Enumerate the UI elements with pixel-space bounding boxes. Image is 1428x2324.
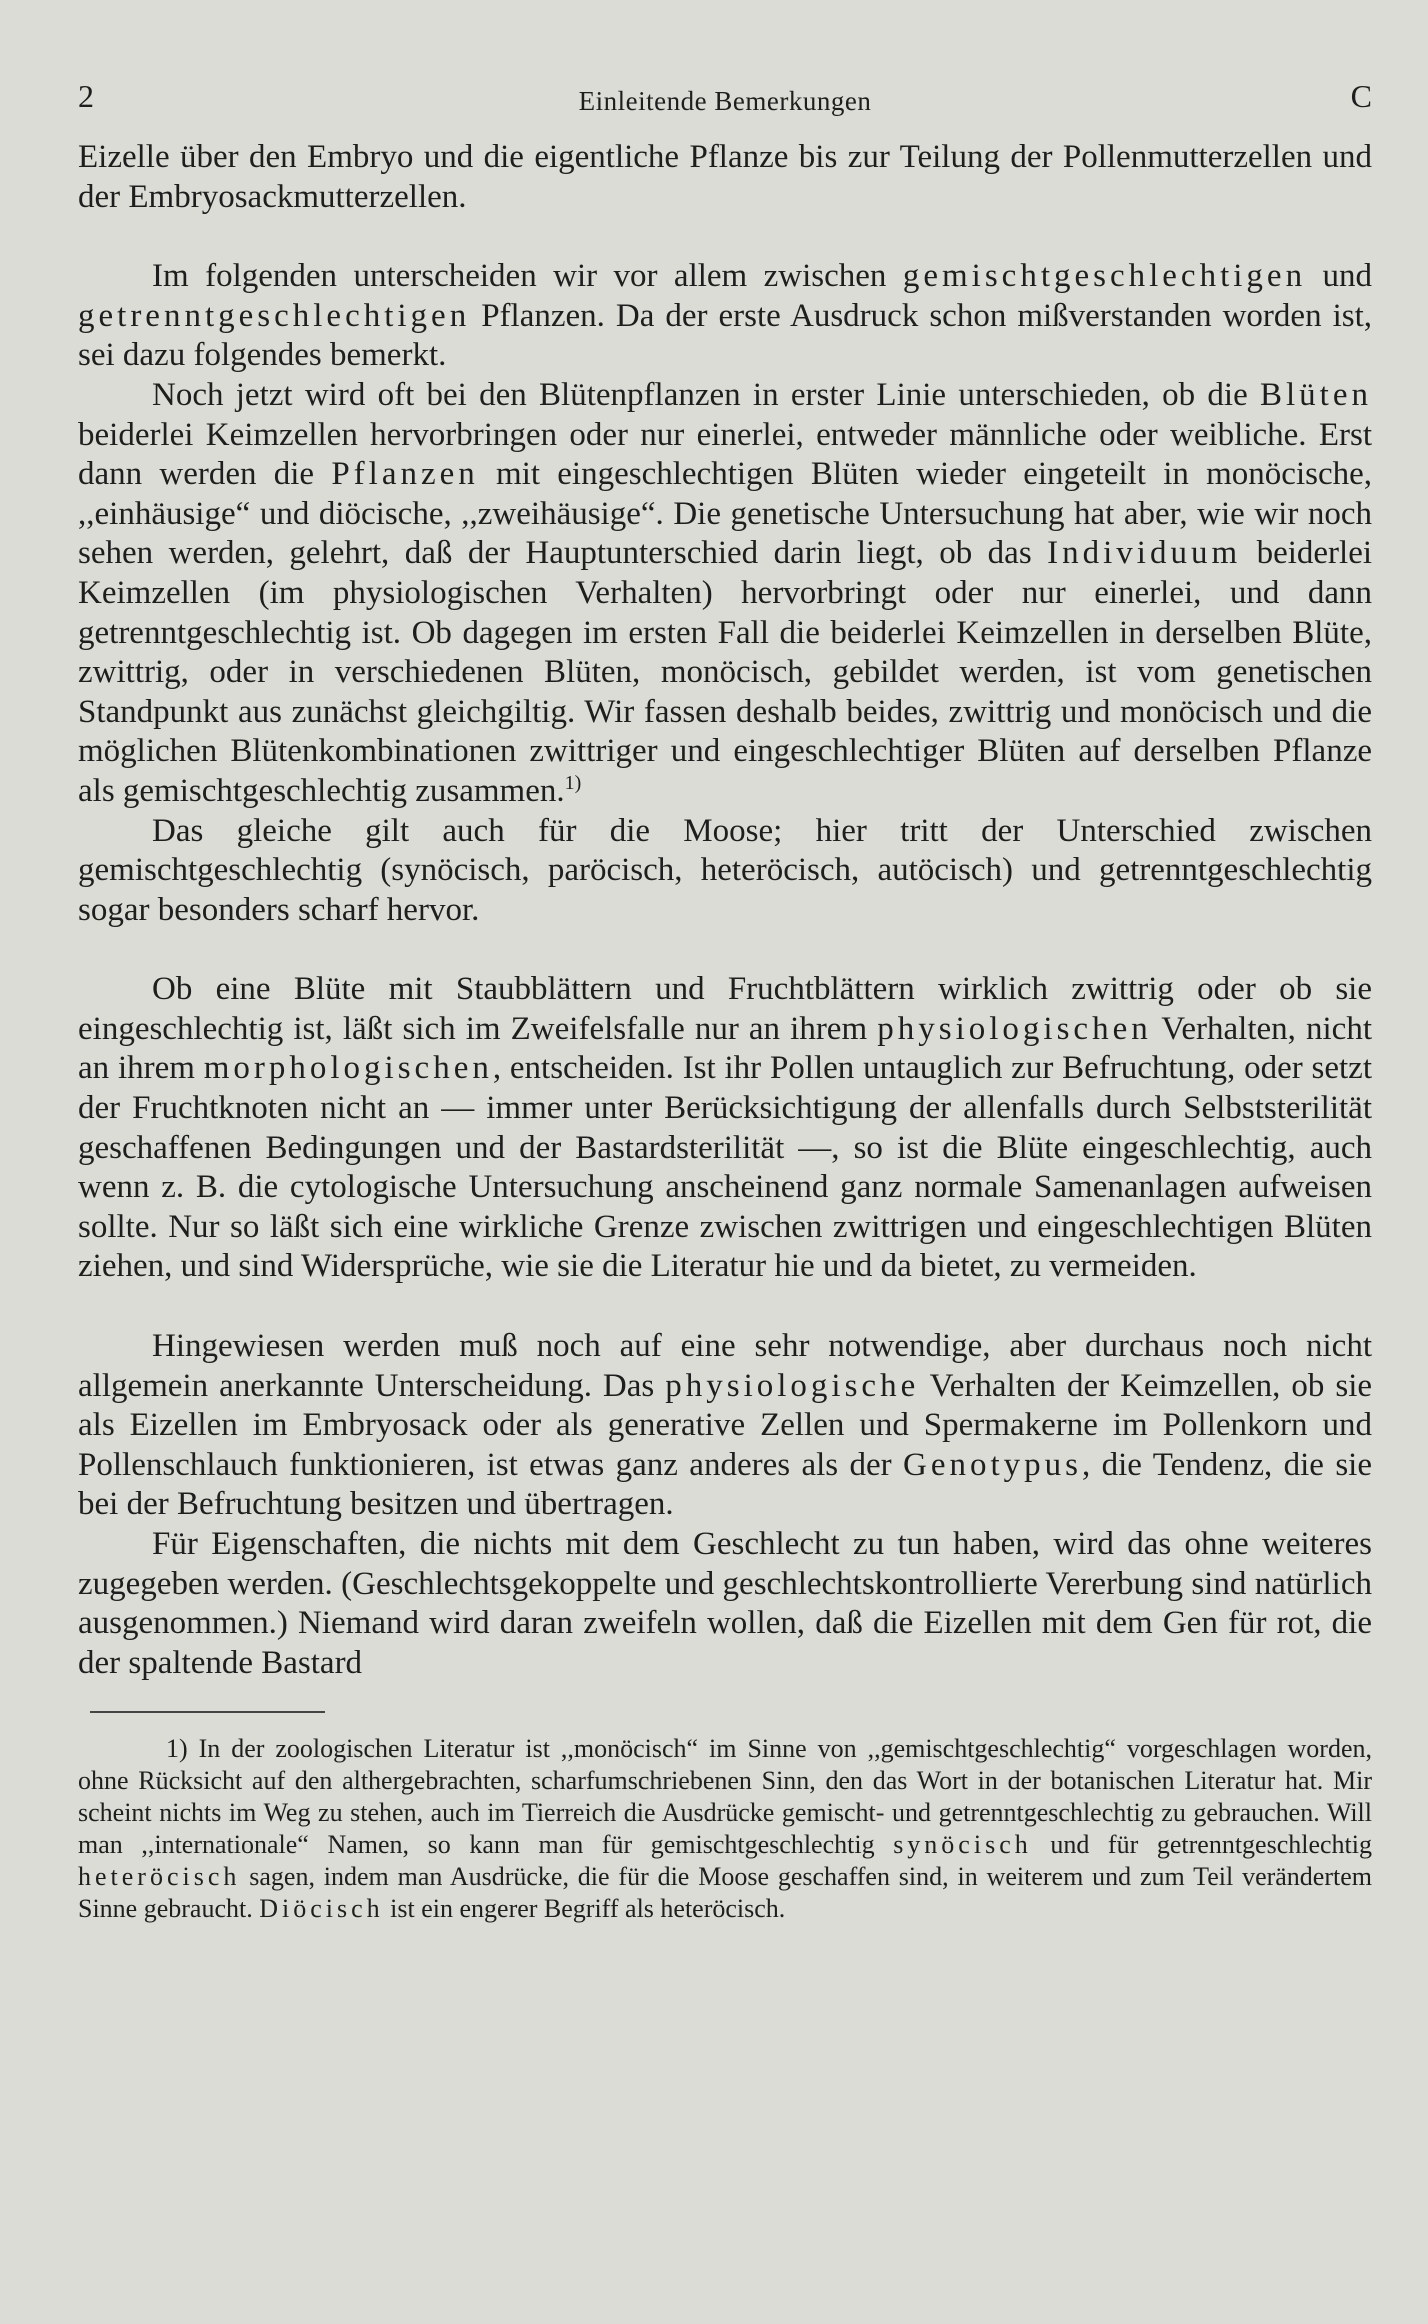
footnote-divider	[90, 1711, 325, 1713]
spaced-term: physiologischen	[877, 1010, 1152, 1047]
footnote: 1) In der zoologischen Literatur ist ,,monöcisch“ im Sinne von ,,gemischtgeschlechtig“ vorgeschlagen worden, ohne Rücksicht auf den althergebrachten, scharfumschriebenen Sinn, den das Wort in der botanischen Literatur hat. Mir scheint nichts im Weg zu stehen, auch im Tierreich die Ausdrücke gemischt- und getrenntgeschlechtig zu gebrauchen. Will man ,,internationale“ Namen, so kann man für gemischtgeschlechtig synöcisch und für getrenntgeschlechtig heteröcisch sagen, indem man Ausdrücke, die für die Moose geschaffen sind, in weiterem und zum Teil verändertem Sinne gebraucht. Diöcisch ist ein engerer Begriff als heteröcisch.	[78, 1734, 1372, 1924]
spaced-term: Blüten	[1260, 376, 1372, 413]
spaced-term: Genotypus	[903, 1446, 1082, 1483]
paragraph-5: Hingewiesen werden muß noch auf eine sehr notwendige, aber durchaus noch nicht allgemein anerkannte Unterscheidung. Das physiologische Verhalten der Keimzellen, ob sie als Eizellen im Embryosack oder als generative Zellen und Spermakerne im Pollenkorn und Pollenschlauch funktionieren, ist etwas ganz anderes als der Genotypus, die Tendenz, die sie bei der Befruchtung besitzen und übertragen.	[78, 1328, 1373, 1523]
main-text	[78, 138, 1372, 1683]
running-title: Einleitende Bemerkungen	[578, 86, 872, 116]
paragraph-1: Im folgenden unterscheiden wir vor allem zwischen gemischtgeschlechtigen und getrenntgeschlechtigen Pflanzen. Da der erste Ausdruck schon mißverstanden worden ist, sei dazu folgendes bemerkt.	[78, 258, 1372, 374]
spaced-term: morphologischen	[203, 1050, 493, 1087]
spaced-term: physiologische	[665, 1367, 920, 1404]
spaced-term: heteröcisch	[78, 1862, 241, 1892]
spaced-term: Individuum	[1047, 535, 1242, 572]
spaced-term: getrenntgeschlechtigen	[78, 297, 471, 334]
paragraph-4: Ob eine Blüte mit Staubblättern und Fruchtblättern wirklich zwittrig oder ob sie eingeschlechtig ist, läßt sich im Zweifelsfalle nur an ihrem physiologischen Verhalten, nicht an ihrem morphologischen, entscheiden. Ist ihr Pollen untauglich zur Befruchtung, oder setzt der Fruchtknoten nicht an — immer unter Berücksichtigung der allenfalls durch Selbststerilität geschaffenen Bedingungen und der Bastardsterilität —, so ist die Blüte eingeschlechtig, auch wenn z. B. die cytologische Untersuchung anscheinend ganz normale Samenanlagen aufweisen sollte. Nur so läßt sich eine wirkliche Grenze zwischen zwittrigen und eingeschlechtigen Blüten ziehen, und sind Widersprüche, wie sie die Literatur hie und da bietet, zu vermeiden.	[78, 971, 1373, 1285]
paragraph-6: Für Eigenschaften, die nichts mit dem Geschlecht zu tun haben, wird das ohne weiteres zugegeben werden. (Geschlechtsgekoppelte und geschlechtskontrollierte Vererbung sind natürlich ausgenommen.) Niemand wird daran zweifeln wollen, daß die Eizellen mit dem Gen für rot, die der spaltende Bastard	[78, 1526, 1372, 1681]
spaced-term: Pflanzen	[331, 456, 479, 493]
spaced-term: gemischtgeschlechtigen	[902, 258, 1307, 295]
spaced-term: Diöcisch	[259, 1894, 384, 1924]
running-header	[78, 78, 1372, 138]
footnote-marker: 1)	[564, 771, 582, 794]
signature-mark: C	[1350, 78, 1372, 114]
spaced-term: synöcisch	[893, 1830, 1032, 1860]
paragraph-continued: Eizelle über den Embryo und die eigentliche Pflanze bis zur Teilung der Pollenmutterzellen und der Embryosackmutterzellen.	[78, 139, 1372, 215]
paragraph-3: Das gleiche gilt auch für die Moose; hier tritt der Unterschied zwischen gemischtgeschlechtig (synöcisch, paröcisch, heteröcisch, autöcisch) und getrenntgeschlechtig sogar besonders scharf hervor.	[78, 812, 1372, 928]
paragraph-2: Noch jetzt wird oft bei den Blütenpflanzen in erster Linie unterschieden, ob die Blüten beiderlei Keimzellen hervorbringen oder nur einerlei, entweder männliche oder weibliche. Erst dann werden die Pflanzen mit eingeschlechtigen Blüten wieder eingeteilt in monöcische, ,,einhäusige“ und diöcische, ,,zweihäusige“. Die genetische Untersuchung hat aber, wie wir noch sehen werden, gelehrt, daß der Hauptunterschied darin liegt, ob das Individuum beiderlei Keimzellen (im physiologischen Verhalten) hervorbringt oder nur einerlei, und dann getrenntgeschlechtig ist. Ob dagegen im ersten Fall die beiderlei Keimzellen in derselben Blüte, zwittrig, oder in verschiedenen Blüten, monöcisch, gebildet werden, ist vom genetischen Standpunkt aus zunächst gleichgiltig. Wir fassen deshalb beides, zwittrig und monöcisch und die möglichen Blütenkombinationen zwittriger und eingeschlechtiger Blüten auf derselben Pflanze als gemischtgeschlechtig zusammen.$^{1)}$	[78, 376, 1373, 809]
page-number: 2	[78, 78, 94, 114]
